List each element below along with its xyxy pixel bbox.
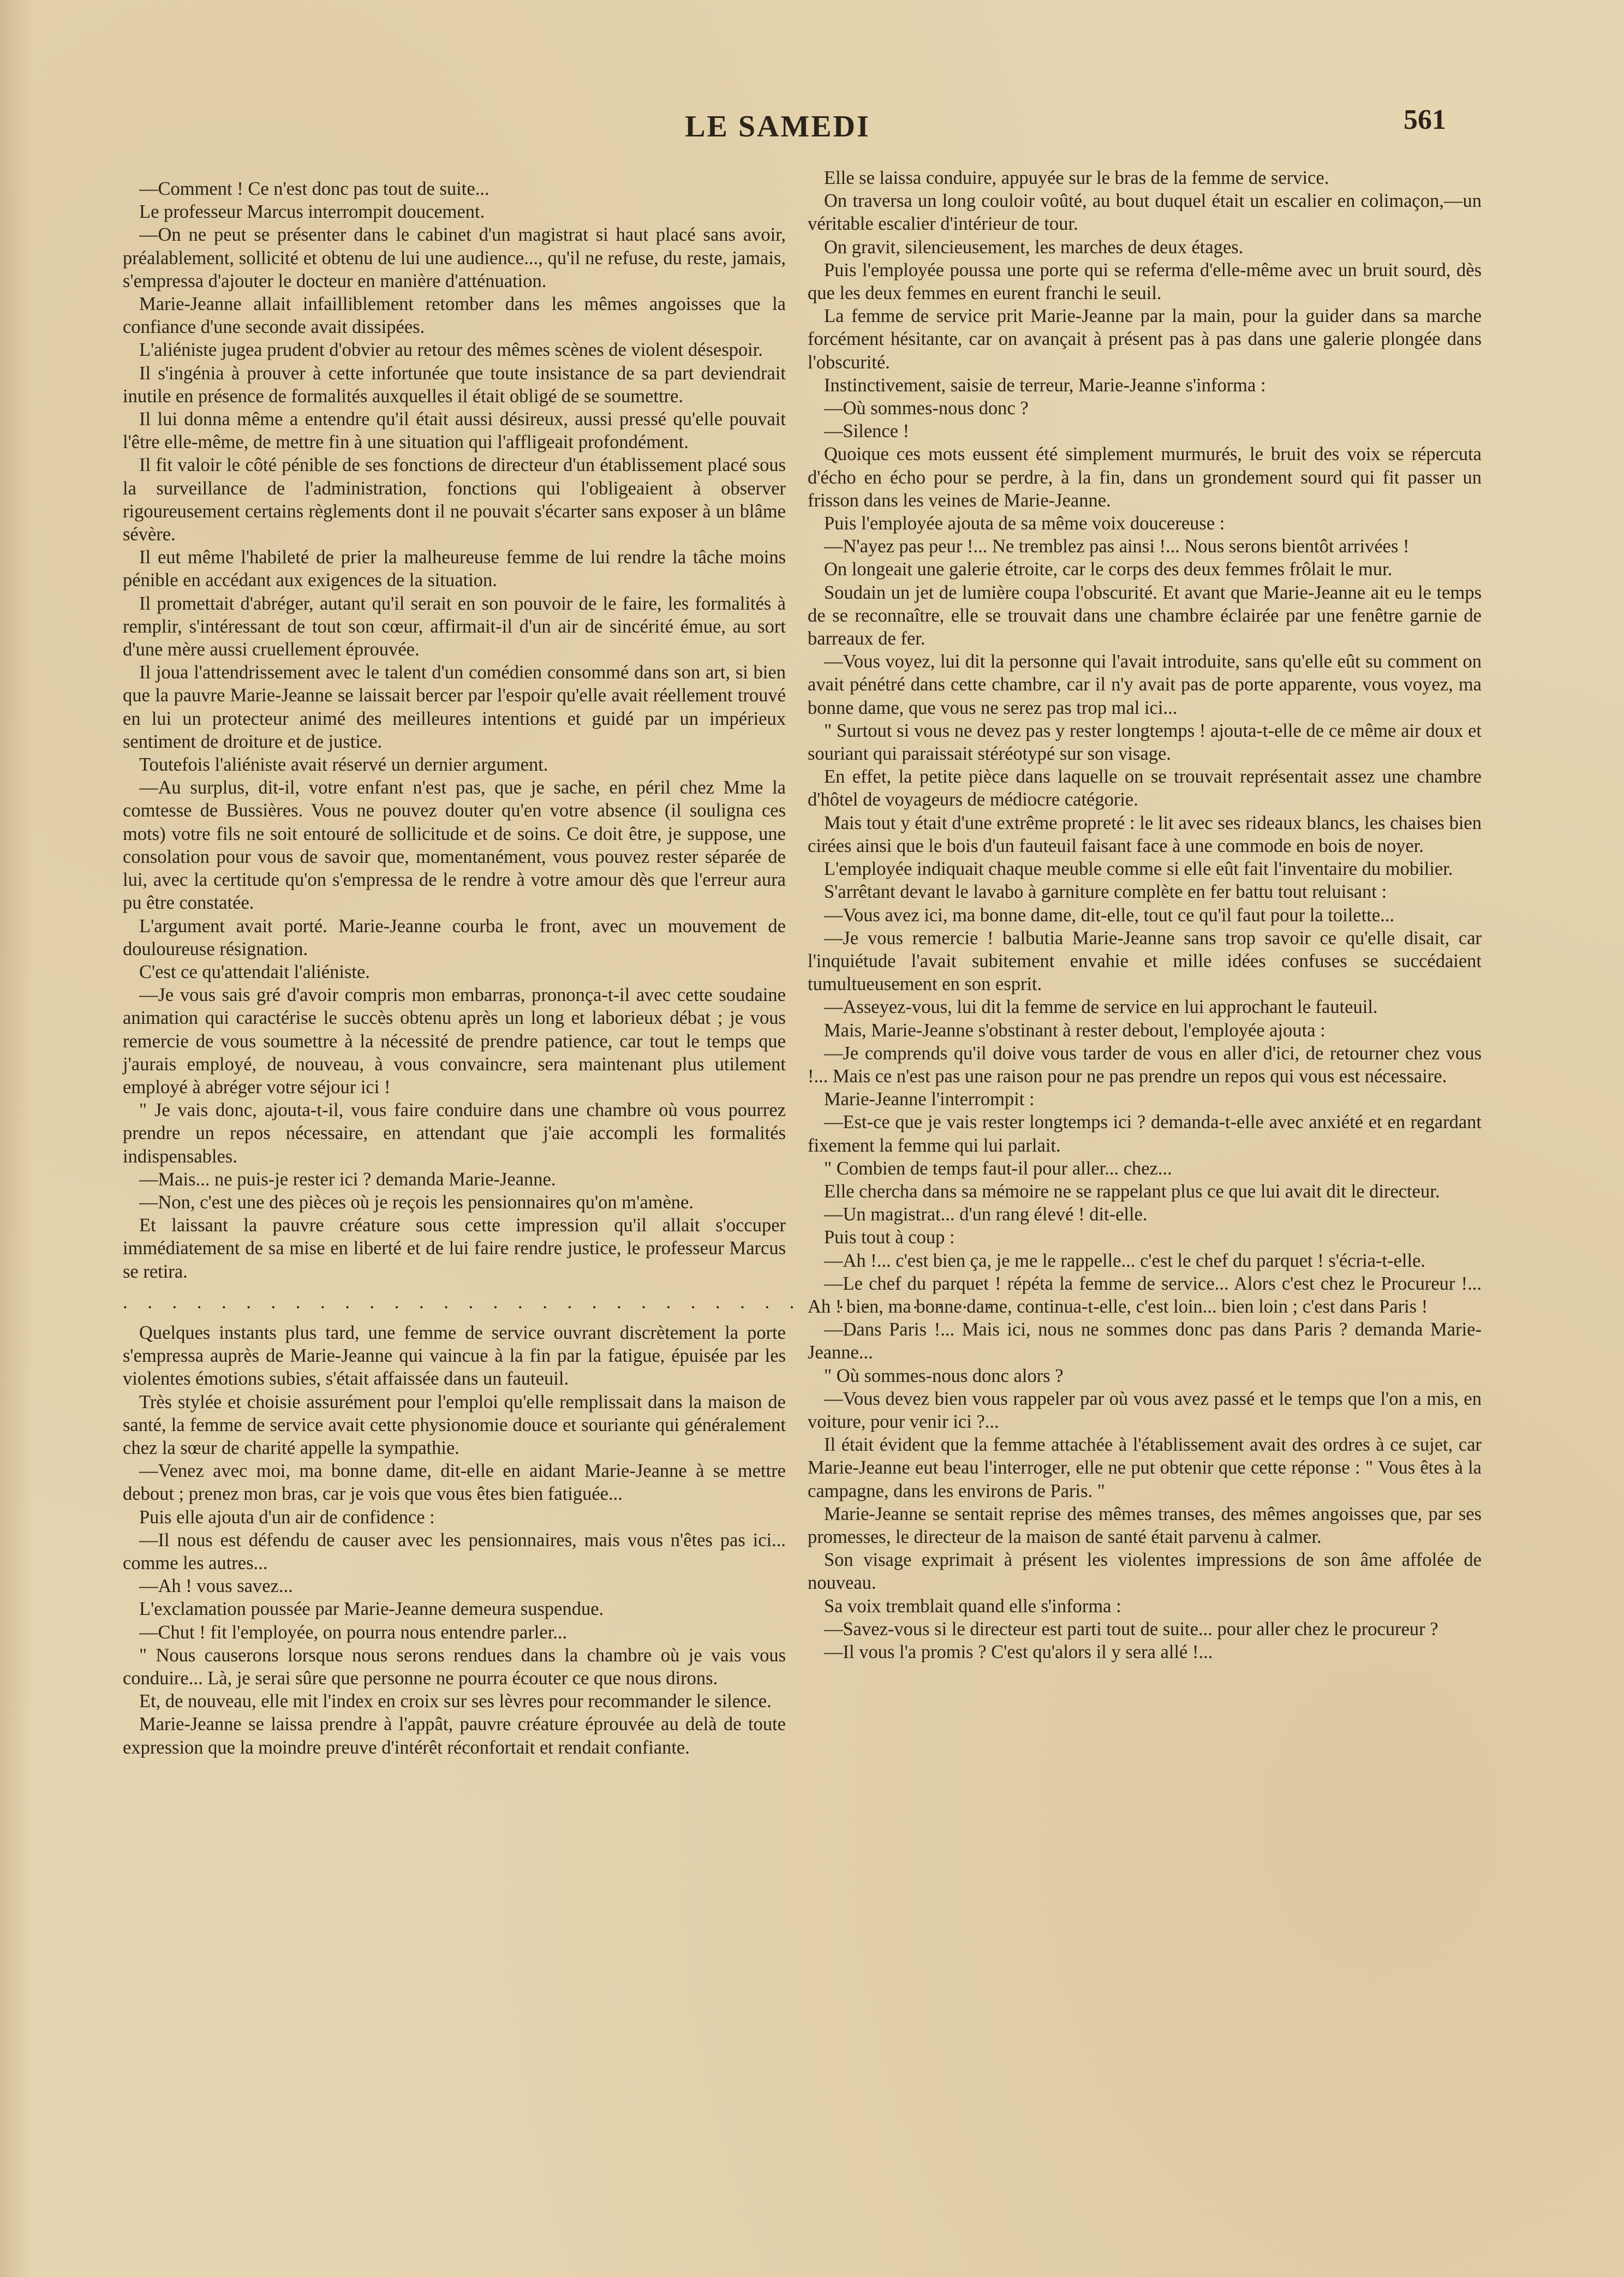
paragraph: —Comment ! Ce n'est donc pas tout de suite... (139, 178, 489, 199)
paragraph: On traversa un long couloir voûté, au bout duquel était un escalier en colimaçon,—un véritable escalier d'intérieur de tour. (808, 190, 1482, 235)
paragraph: Elle se laissa conduire, appuyée sur le bras de la femme de service. (824, 168, 1329, 188)
paragraph: —Asseyez-vous, lui dit la femme de service en lui approchant le fauteuil. (824, 997, 1378, 1018)
page-header (109, 104, 1446, 153)
paragraph: C'est ce qu'attendait l'aliéniste. (139, 961, 370, 982)
paragraph: —Savez-vous si le directeur est parti tout de suite... pour aller chez le procureur ? (824, 1618, 1438, 1640)
paragraph: Il s'ingénia à prouver à cette infortunée que toute insistance de sa part deviendrait inutile en présence de formalités auxquelles il était obligé de se soumettre. (123, 362, 786, 407)
paragraph: —Vous avez ici, ma bonne dame, dit-elle, tout ce qu'il faut pour la toilette... (824, 904, 1395, 926)
paragraph: L'aliéniste jugea prudent d'obvier au retour des mêmes scènes de violent désespoir. (139, 339, 763, 361)
paragraph: S'arrêtant devant le lavabo à garniture complète en fer battu tout reluisant : (824, 881, 1387, 903)
paragraph: Marie-Jeanne se sentait reprise des mêmes transes, des mêmes angoisses que, par ses promesses, le directeur de la maison de santé était parvenu à calmer. (808, 1503, 1482, 1547)
paragraph: —N'ayez pas peur !... Ne tremblez pas ainsi !... Nous serons bientôt arrivées ! (824, 536, 1410, 557)
paragraph: L'exclamation poussée par Marie-Jeanne demeura suspendue. (139, 1599, 604, 1620)
journal-title: LE SAMEDI (685, 110, 870, 144)
paragraph: —Chut ! fit l'employée, on pourra nous entendre parler... (139, 1622, 568, 1643)
paragraph: Il lui donna même a entendre qu'il était aussi désireux, aussi pressé qu'elle pouvait l'être elle-même, de mettre fin à une situation qui l'affligeait profondément. (123, 409, 786, 453)
paragraph: —Ah ! vous savez... (139, 1576, 293, 1597)
paragraph: " Je vais donc, ajouta-t-il, vous faire conduire dans une chambre où vous pourrez prendre un repos nécessaire, en attendant que j'aie accompli les formalités indispensables. (123, 1100, 786, 1167)
page-number: 561 (1404, 104, 1446, 135)
paragraph: Il promettait d'abréger, autant qu'il serait en son pouvoir de le faire, les formalités à remplir, s'intéressant de tout son cœur, affirmait-il d'un air de sincérité émue, au sort d'une mère aussi cruellement éprouvée. (123, 593, 786, 660)
paragraph: " Nous causerons lorsque nous serons rendues dans la chambre où je vais vous conduire... Là, je serai sûre que personne ne pourra écouter ce que nous dirons. (123, 1644, 786, 1689)
paragraph: En effet, la petite pièce dans laquelle on se trouvait représentait assez une chambre d'hôtel de voyageurs de médiocre catégorie. (808, 766, 1482, 810)
paragraph: —Vous voyez, lui dit la personne qui l'avait introduite, sans qu'elle eût su comment on avait pénétré dans cette chambre, car il n'y avait pas de porte apparente, vous voyez, ma bonne dame, que vous ne serez pas trop mal ici... (808, 651, 1482, 718)
paragraph: —On ne peut se présenter dans le cabinet d'un magistrat si haut placé sans avoir, préalablement, sollicité et obtenu de lui une audience..., qu'il ne refuse, du reste, jamais, s'empressa d'ajouter le docteur en manière d'atténuation. (123, 224, 786, 291)
paragraph: Quelques instants plus tard, une femme de service ouvrant discrètement la porte s'empressa auprès de Marie-Jeanne qui vaincue à la fin par la fatigue, épuisée par les violentes émotions subies, s'était affaissée dans un fauteuil. (123, 1322, 786, 1390)
paragraph: —Où sommes-nous donc ? (824, 398, 1029, 419)
paragraph: —Mais... ne puis-je rester ici ? demanda Marie-Jeanne. (139, 1169, 556, 1190)
paragraph: —Vous devez bien vous rappeler par où vous avez passé et le temps que l'on a mis, en voiture, pour venir ici ?... (808, 1388, 1482, 1432)
paragraph: Mais, Marie-Jeanne s'obstinant à rester debout, l'employée ajouta : (824, 1020, 1326, 1041)
paragraph: Très stylée et choisie assurément pour l'emploi qu'elle remplissait dans la maison de santé, la femme de service avait cette physionomie douce et souriante qui généralement chez la sœur de charité appelle la sympathie. (123, 1391, 786, 1458)
paragraph: Instinctivement, saisie de terreur, Marie-Jeanne s'informa : (824, 374, 1266, 396)
paragraph: —Il nous est défendu de causer avec les pensionnaires, mais vous n'êtes pas ici... comme les autres... (123, 1529, 786, 1573)
paragraph: L'employée indiquait chaque meuble comme si elle eût fait l'inventaire du mobilier. (824, 859, 1453, 880)
paragraph: Il était évident que la femme attachée à l'établissement avait des ordres à ce sujet, car Marie-Jeanne eut beau l'interroger, elle ne put obtenir que cette réponse : " Vous êtes à la campagne, dans les environs de Paris. " (808, 1434, 1482, 1501)
paragraph: Quoique ces mots eussent été simplement murmurés, le bruit des voix se répercuta d'écho en écho pour se perdre, à la fin, dans un grondement sourd qui fit passer un frisson dans les veines de Marie-Jeanne. (808, 444, 1482, 511)
paragraph: —Ah !... c'est bien ça, je me le rappelle... c'est le chef du parquet ! s'écria-t-elle. (824, 1250, 1426, 1271)
paragraph: —Dans Paris !... Mais ici, nous ne sommes donc pas dans Paris ? demanda Marie-Jeanne... (808, 1319, 1482, 1363)
paragraph: Puis l'employée poussa une porte qui se referma d'elle-même avec un bruit sourd, dès que les deux femmes en eurent franchi le seuil. (808, 259, 1482, 304)
paragraph: Marie-Jeanne l'interrompit : (824, 1089, 1035, 1110)
paragraph: Puis l'employée ajouta de sa même voix doucereuse : (824, 513, 1225, 534)
paragraph: —Je comprends qu'il doive vous tarder de vous en aller d'ici, de retourner chez vous !... Mais ce n'est pas une raison pour ne pas prendre un repos qui vous est nécessaire. (808, 1042, 1482, 1087)
paragraph: Et laissant la pauvre créature sous cette impression qu'il allait s'occuper immédiatement de sa mise en liberté et de lui faire rendre justice, le professeur Marcus se retira. (123, 1215, 786, 1282)
paragraph: " Surtout si vous ne devez pas y rester longtemps ! ajouta-t-elle de ce même air doux et souriant qui paraissait stéréotypé sur son visage. (808, 720, 1482, 765)
paragraph: La femme de service prit Marie-Jeanne par la main, pour la guider dans sa marche forcément hésitante, car on avançait à présent pas à pas dans une galerie plongée dans l'obscurité. (808, 306, 1482, 373)
paragraph: —Au surplus, dit-il, votre enfant n'est pas, que je sache, en péril chez Mme la comtesse de Bussières. Vous ne pouvez douter qu'en votre absence (il souligna ces mots) votre fils ne soit entouré de sollicitude et de soins. Ce doit être, je suppose, une consolation pour vous de savoir que, momentanément, vous pouvez rester séparée de lui, avec la certitude qu'on s'empressa de le rendre à votre amour dès que l'erreur aura pu être constatée. (123, 777, 786, 914)
paragraph: Elle chercha dans sa mémoire ne se rappelant plus ce que lui avait dit le directeur. (824, 1181, 1440, 1202)
paragraph: " Où sommes-nous donc alors ? (824, 1365, 1064, 1386)
paragraph: —Je vous sais gré d'avoir compris mon embarras, prononça-t-il avec cette soudaine animation qui caractérise le succès obtenu après un long et laborieux débat ; je vous remercie de vous soumettre à la nécessité de prendre patience, car tout le temps que j'aurais employé, de nouveau, à vous convaincre, sera maintenant plus utilement employé à abréger votre séjour ici ! (123, 985, 786, 1098)
paragraph: Le professeur Marcus interrompit doucement. (139, 201, 485, 223)
paragraph: " Combien de temps faut-il pour aller... chez... (824, 1158, 1172, 1179)
paragraph: —Venez avec moi, ma bonne dame, dit-elle en aidant Marie-Jeanne à se mettre debout ; prenez mon bras, car je vois que vous êtes bien fatiguée... (123, 1461, 786, 1505)
paragraph: Puis elle ajouta d'un air de confidence : (139, 1506, 435, 1528)
paragraph: —Le chef du parquet ! répéta la femme de service... Alors c'est chez le Procureur !... Ah ! bien, ma bonne dame, continua-t-elle, c'est loin... bien loin ; c'est dans Paris ! (808, 1273, 1482, 1317)
paragraph: Sa voix tremblait quand elle s'informa : (824, 1595, 1121, 1617)
paragraph: —Est-ce que je vais rester longtemps ici ? demanda-t-elle avec anxiété et en regardant fixement la femme qui lui parlait. (808, 1112, 1482, 1156)
paragraph: Toutefois l'aliéniste avait réservé un dernier argument. (139, 754, 548, 776)
right-column (808, 166, 1482, 1664)
paragraph: —Un magistrat... d'un rang élevé ! dit-elle. (824, 1204, 1148, 1225)
paragraph: —Non, c'est une des pièces où je reçois les pensionnaires qu'on m'amène. (139, 1191, 694, 1213)
paragraph: Son visage exprimait à présent les violentes impressions de son âme affolée de nouveau. (808, 1549, 1482, 1594)
paragraph: Soudain un jet de lumière coupa l'obscurité. Et avant que Marie-Jeanne ait eu le temps de se reconnaître, elle se trouvait dans une chambre éclairée par une fenêtre garnie de barreaux de fer. (808, 582, 1482, 649)
paragraph: Mais tout y était d'une extrême propreté : le lit avec ses rideaux blancs, les chaises bien cirées ainsi que le bois d'un fauteuil faisant face à une commode en bois de noyer. (808, 812, 1482, 856)
paragraph: Il fit valoir le côté pénible de ses fonctions de directeur d'un établissement placé sous la surveillance de l'administration, fonctions qui l'obligeaient à observer rigoureusement certains règlements dont il ne pouvait s'écarter sans exposer à un blâme sévère. (123, 455, 786, 545)
paragraph: Et, de nouveau, elle mit l'index en croix sur ses lèvres pour recommander le silence. (139, 1691, 772, 1712)
paragraph: —Silence ! (824, 421, 910, 442)
paragraph: Il eut même l'habileté de prier la malheureuse femme de lui rendre la tâche moins pénible en accédant aux exigences de la situation. (123, 547, 786, 591)
paragraph: Marie-Jeanne allait infailliblement retomber dans les mêmes angoisses que la confiance d'une seconde avait dissipées. (123, 294, 786, 338)
paragraph: Puis tout à coup : (824, 1227, 955, 1248)
paragraph: —Je vous remercie ! balbutia Marie-Jeanne sans trop savoir ce qu'elle disait, car l'inquiétude l'avait subitement envahie et mille idées confuses se succédaient tumultueusement en son esprit. (808, 927, 1482, 995)
paragraph: —Il vous l'a promis ? C'est qu'alors il y sera allé !... (824, 1642, 1213, 1662)
paragraph: Il joua l'attendrissement avec le talent d'un comédien consommé dans son art, si bien que la pauvre Marie-Jeanne se laissait bercer par l'espoir qu'elle avait réellement trouvé en lui un protecteur animé des meilleures intentions et guidé par un impérieux sentiment de droiture et de justice. (123, 662, 786, 752)
paragraph: On gravit, silencieusement, les marches de deux étages. (824, 236, 1244, 258)
paragraph: On longeait une galerie étroite, car le corps des deux femmes frôlait le mur. (824, 559, 1393, 580)
paragraph: Marie-Jeanne se laissa prendre à l'appât, pauvre créature éprouvée au delà de toute expression que la moindre preuve d'intérêt réconfortait et rendait confiante. (123, 1714, 786, 1758)
paragraph: L'argument avait porté. Marie-Jeanne courba le front, avec un mouvement de douloureuse résignation. (123, 915, 786, 959)
section-separator: . . . . . . . . . . . . . . . . . . . . . . . . . . . . . . . . . . . . (123, 1291, 1000, 1313)
